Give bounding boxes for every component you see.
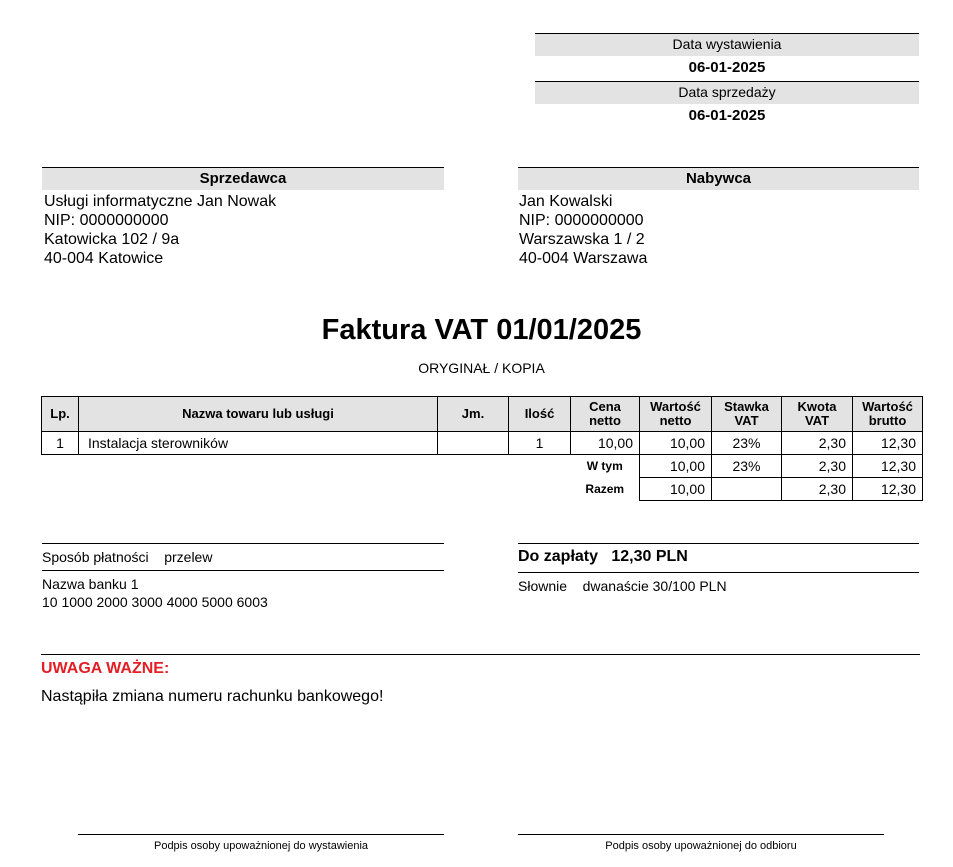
col-lp: Lp. xyxy=(42,397,79,432)
bank-name: Nazwa banku 1 xyxy=(42,576,139,592)
seller-nip: NIP: 0000000000 xyxy=(44,212,169,229)
sale-date-label: Data sprzedaży xyxy=(535,81,919,104)
buyer-city: 40-004 Warszawa xyxy=(519,250,648,267)
col-net-price: Cena netto xyxy=(571,397,640,432)
payment-mid-divider xyxy=(42,570,444,571)
seller-details xyxy=(44,192,276,268)
in-which-row xyxy=(42,455,923,478)
issue-date-value: 06-01-2025 xyxy=(688,59,766,76)
due-top-divider xyxy=(518,543,919,544)
buyer-street: Warszawska 1 / 2 xyxy=(519,231,645,248)
amount-due-label: Do zapłaty xyxy=(518,548,599,565)
seller-name: Usługi informatyczne Jan Nowak xyxy=(44,193,277,210)
col-vat-amount: Kwota VAT xyxy=(782,397,853,432)
row-gross-value: 12,30 xyxy=(853,432,923,455)
buyer-nip: NIP: 0000000000 xyxy=(519,212,644,229)
issuer-signature-label: Podpis osoby upoważnionej do wystawienia xyxy=(153,840,369,852)
payment-method xyxy=(42,549,212,565)
row-qty: 1 xyxy=(509,432,571,455)
row-vat-amount: 2,30 xyxy=(782,432,853,455)
amount-due xyxy=(518,548,688,566)
col-gross-value: Wartość brutto xyxy=(853,397,923,432)
col-unit: Jm. xyxy=(438,397,509,432)
total-vat-rate xyxy=(712,478,782,501)
row-net-value: 10,00 xyxy=(640,432,712,455)
payment-method-value: przelew xyxy=(164,549,213,565)
total-vat-amount: 2,30 xyxy=(782,478,853,501)
row-vat-rate: 23% xyxy=(712,432,782,455)
amount-in-words-label: Słownie xyxy=(518,578,568,594)
notice-text: Nastąpiła zmiana numeru rachunku bankowego! xyxy=(41,688,384,705)
invoice-copy-label: ORYGINAŁ / KOPIA xyxy=(418,360,545,376)
payment-method-label: Sposób płatności xyxy=(42,549,149,565)
table-header-row xyxy=(42,397,923,432)
receiver-signature-label: Podpis osoby upoważnionej do odbioru xyxy=(605,840,797,852)
buyer-heading: Nabywca xyxy=(518,167,919,190)
seller-street: Katowicka 102 / 9a xyxy=(44,231,180,248)
in-which-net-value: 10,00 xyxy=(640,455,712,478)
bank-account: 10 1000 2000 3000 4000 5000 6003 xyxy=(42,594,268,610)
issue-date-label: Data wystawienia xyxy=(535,33,919,56)
table-row xyxy=(42,432,923,455)
in-which-gross-value: 12,30 xyxy=(853,455,923,478)
payment-top-divider xyxy=(42,543,444,544)
amount-due-value: 12,30 PLN xyxy=(611,548,688,565)
seller-heading: Sprzedawca xyxy=(42,167,444,190)
row-lp: 1 xyxy=(42,432,79,455)
seller-city: 40-004 Katowice xyxy=(44,250,164,267)
col-vat-rate: Stawka VAT xyxy=(712,397,782,432)
row-name: Instalacja sterowników xyxy=(79,432,438,455)
col-qty: Ilość xyxy=(509,397,571,432)
total-label: Razem xyxy=(585,482,625,496)
total-row xyxy=(42,478,923,501)
amount-in-words xyxy=(518,578,727,594)
in-which-vat-rate: 23% xyxy=(712,455,782,478)
buyer-name: Jan Kowalski xyxy=(519,193,613,210)
total-gross-value: 12,30 xyxy=(853,478,923,501)
row-unit xyxy=(438,432,509,455)
sale-date-value: 06-01-2025 xyxy=(688,107,766,124)
notice-divider xyxy=(41,654,920,655)
issuer-signature-line xyxy=(78,834,444,835)
buyer-details xyxy=(519,192,647,268)
due-bottom-divider xyxy=(518,572,919,573)
in-which-vat-amount: 2,30 xyxy=(782,455,853,478)
total-net-value: 10,00 xyxy=(640,478,712,501)
in-which-label: W tym xyxy=(586,459,623,474)
col-name: Nazwa towaru lub usługi xyxy=(79,397,438,432)
receiver-signature-line xyxy=(518,834,884,835)
col-net-value: Wartość netto xyxy=(640,397,712,432)
row-net-price: 10,00 xyxy=(571,432,640,455)
invoice-title: Faktura VAT 01/01/2025 xyxy=(321,314,642,346)
items-table xyxy=(41,396,923,501)
notice-heading: UWAGA WAŻNE: xyxy=(41,660,170,677)
amount-in-words-value: dwanaście 30/100 PLN xyxy=(582,578,727,594)
